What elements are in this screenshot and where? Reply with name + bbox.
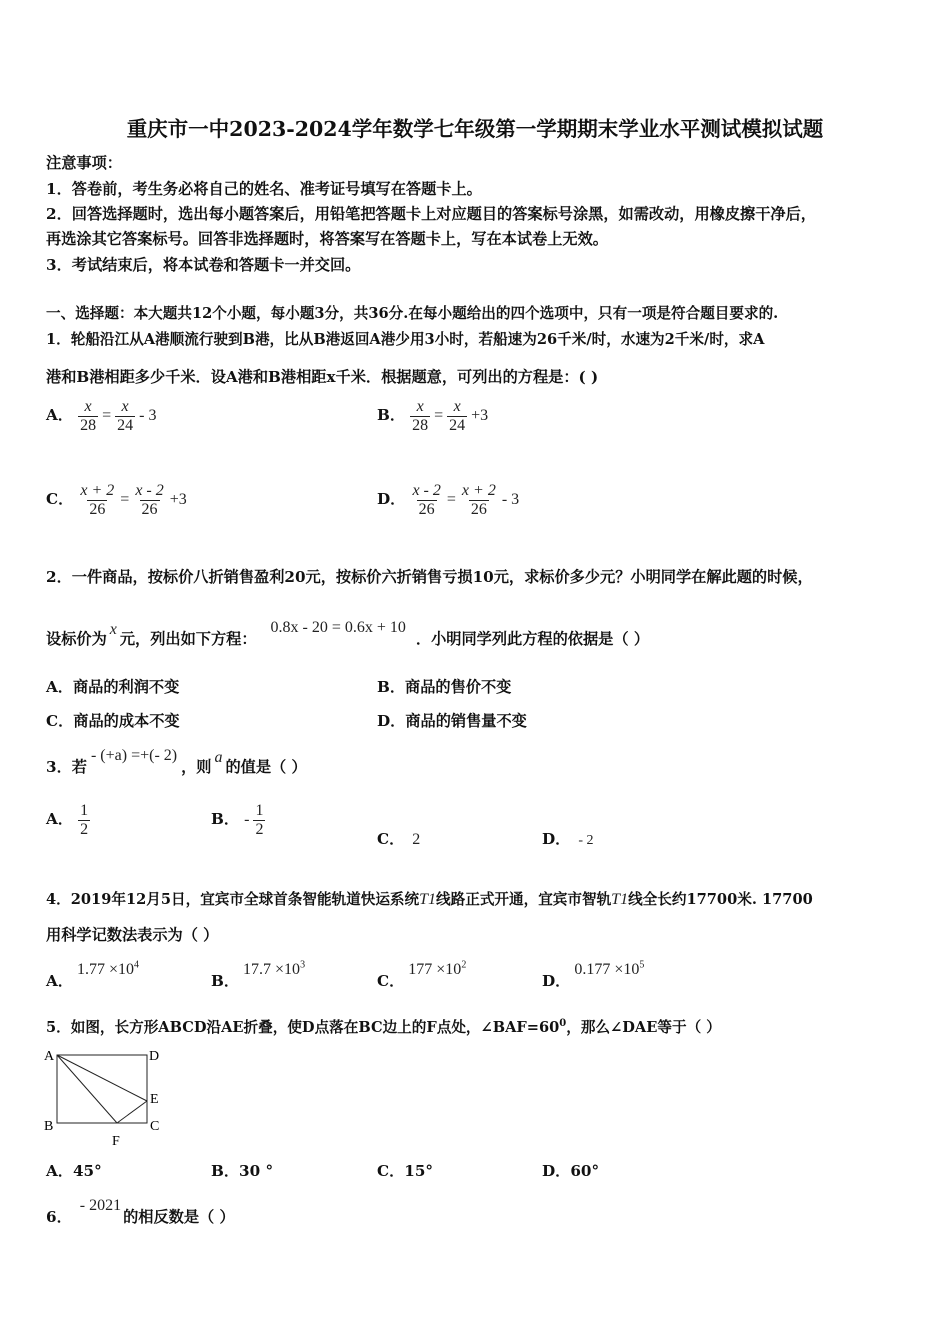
notes-item: 再选涂其它答案标号。回答非选择题时，将答案写在答题卡上，写在本试卷上无效。 xyxy=(46,230,608,248)
q2-option-c[interactable]: C．商品的成本不变 xyxy=(46,712,180,730)
question-5: 5．如图，长方形ABCD沿AE折叠，使D点落在BC边上的F点处，$\angle BAF=60^0$，那么∠DAE等于（ ） xyxy=(46,1018,721,1036)
q3-option-d[interactable]: D． - 2 xyxy=(542,830,594,848)
segment-ae xyxy=(57,1055,147,1101)
q4-option-a[interactable]: A．$1.77 \times 10^4$ xyxy=(46,959,140,990)
q1-option-b[interactable]: B． $\frac{x}{28}$ = $\frac{x}{24}$ +3 xyxy=(377,398,489,434)
q4-option-b[interactable]: B．$17.7 \times 10^3$ xyxy=(211,959,306,990)
question-4-line2: 用科学记数法表示为（ ） xyxy=(46,926,219,944)
notes-heading: 注意事项： xyxy=(46,154,122,172)
rectangle-fold-figure xyxy=(40,1044,170,1149)
rectangle-abcd xyxy=(57,1055,147,1123)
q4-option-d[interactable]: D．$0.177 \times 10^5$ xyxy=(542,959,645,990)
question-4-line1: 4．2019年12月5日，宜宾市全球首条智能轨道快运系统T1线路正式开通，宜宾市智轨T1线全长约17700米. 17700 xyxy=(46,891,813,908)
q3-option-c[interactable]: C． 2 xyxy=(377,830,421,848)
notes-item: 1．答卷前，考生务必将自己的姓名、准考证号填写在答题卡上。 xyxy=(46,180,482,198)
question-6: 6．- 2021的相反数是（ ） xyxy=(46,1197,235,1226)
q5-option-a[interactable]: A．45° xyxy=(46,1162,102,1180)
question-2-line1: 2．一件商品，按标价八折销售盈利20元，按标价六折销售亏损10元，求标价多少元？小明同学在解此题的时候， xyxy=(46,568,813,586)
label-f: F xyxy=(112,1134,120,1149)
notes-item: 2．回答选择题时，选出每小题答案后，用铅笔把答题卡上对应题目的答案标号涂黑，如需改动，用橡皮擦干净后， xyxy=(46,205,816,223)
question-2-line2: 设标价为x元，列出如下方程：0.8x - 20 = 0.6x + 10．小明同学列此方程的依据是（ ） xyxy=(46,619,650,648)
q1-option-c[interactable]: C． $\frac{x + 2}{26}$ = $\frac{x - 2}{26}$ +3 xyxy=(46,482,187,518)
question-3: 3．若- (+a) =+(- 2)，则a的值是（ ） xyxy=(46,747,307,776)
q2-option-d[interactable]: D．商品的销售量不变 xyxy=(377,712,527,730)
label-b: B xyxy=(44,1119,54,1134)
q1-option-d[interactable]: D． $\frac{x - 2}{26}$ = $\frac{x + 2}{26}$ - 3 xyxy=(377,482,520,518)
q5-option-c[interactable]: C．15° xyxy=(377,1162,434,1180)
segment-fe xyxy=(117,1101,147,1123)
label-c: C xyxy=(150,1119,160,1134)
label-d: D xyxy=(149,1049,160,1064)
q1-option-a[interactable]: A． $\frac{x}{28}$ = $\frac{x}{24}$ - 3 xyxy=(46,398,157,434)
q2-option-b[interactable]: B．商品的售价不变 xyxy=(377,678,512,696)
q5-option-b[interactable]: B．30 ° xyxy=(211,1162,274,1180)
label-e: E xyxy=(150,1092,159,1107)
notes-item: 3．考试结束后，将本试卷和答题卡一并交回。 xyxy=(46,256,361,274)
q4-option-c[interactable]: C．$177 \times 10^2$ xyxy=(377,959,467,990)
label-a: A xyxy=(44,1049,55,1064)
segment-af xyxy=(57,1055,117,1123)
q5-option-d[interactable]: D．60° xyxy=(542,1162,600,1180)
q2-option-a[interactable]: A．商品的利润不变 xyxy=(46,678,180,696)
q3-option-a[interactable]: A． $\frac{1}{2}$ xyxy=(46,802,89,838)
page-title: 重庆市一中2023-2024学年数学七年级第一学期期末学业水平测试模拟试题 xyxy=(126,117,824,141)
section-heading: 一、选择题：本大题共12个小题，每小题3分，共36分.在每小题给出的四个选项中，只有一项是符合题目要求的. xyxy=(46,305,779,322)
question-1-line2: 港和B港相距多少千米．设A港和B港相距x千米．根据题意，可列出的方程是：( ) xyxy=(46,368,599,386)
q3-option-b[interactable]: B． - $\frac{1}{2}$ xyxy=(211,802,264,838)
question-1-line1: 1．轮船沿江从A港顺流行驶到B港，比从B港返回A港少用3小时，若船速为26千米/时，水速为2千米/时，求A xyxy=(46,331,765,348)
